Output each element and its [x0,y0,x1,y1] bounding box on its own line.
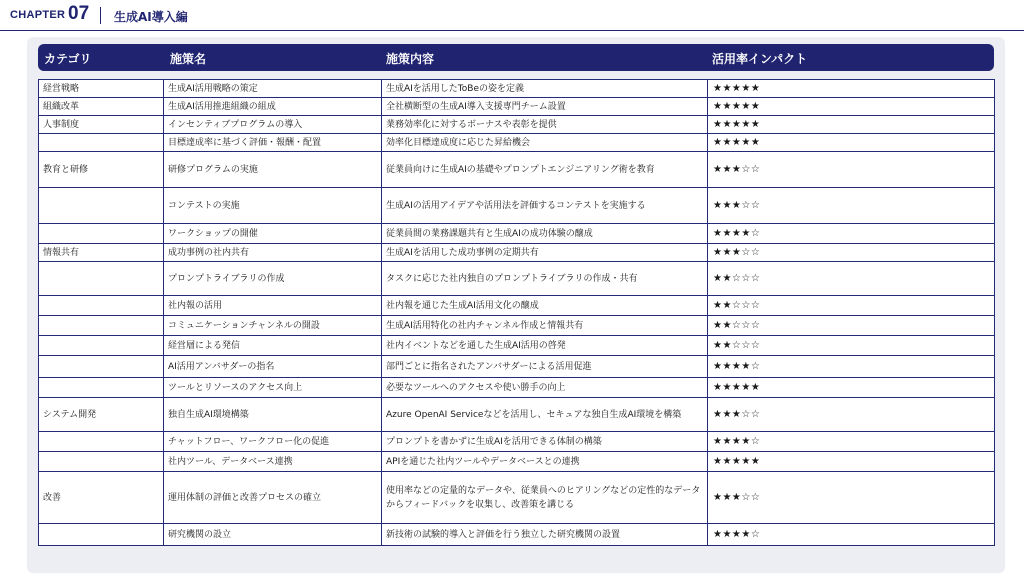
content-cell: タスクに応じた社内独自のプロンプトライブラリの作成・共有 [382,262,708,296]
content-cell: 部門ごとに指名されたアンバサダーによる活用促進 [382,356,708,378]
measure-cell: 社内報の活用 [164,296,382,316]
measure-cell: プロンプトライブラリの作成 [164,262,382,296]
impact-rating: ★★☆☆☆ [708,296,995,316]
column-header-category: カテゴリ [44,52,92,66]
category-cell [39,316,164,336]
impact-rating: ★★★★☆ [708,432,995,452]
table-row [39,244,995,262]
table-row [39,336,995,356]
table-row [39,116,995,134]
impact-rating: ★★★★☆ [708,356,995,378]
measure-cell: 生成AI活用戦略の策定 [164,80,382,98]
table-row [39,224,995,244]
measure-cell: 経営層による発信 [164,336,382,356]
category-cell [39,378,164,398]
category-cell: システム開発 [39,398,164,432]
table-row [39,356,995,378]
measure-cell: 目標達成率に基づく評価・報酬・配置 [164,134,382,152]
table-row [39,432,995,452]
content-cell: 新技術の試験的導入と評価を行う独立した研究機関の設置 [382,524,708,546]
impact-rating: ★★★★★ [708,452,995,472]
category-cell [39,452,164,472]
measure-cell: 生成AI活用推進組織の組成 [164,98,382,116]
content-cell: 業務効率化に対するボーナスや表彰を提供 [382,116,708,134]
category-cell [39,432,164,452]
category-cell: 情報共有 [39,244,164,262]
content-cell: 生成AI活用特化の社内チャンネル作成と情報共有 [382,316,708,336]
measure-cell: AI活用アンバサダーの指名 [164,356,382,378]
table-row [39,472,995,524]
category-cell: 組織改革 [39,98,164,116]
impact-rating: ★★★☆☆ [708,244,995,262]
content-cell: 必要なツールへのアクセスや使い勝手の向上 [382,378,708,398]
section-title: 生成AI導入編 [114,10,188,24]
content-cell: 効率化目標達成度に応じた昇給機会 [382,134,708,152]
table-row [39,134,995,152]
impact-rating: ★★★☆☆ [708,472,995,524]
measure-cell: 独自生成AI環境構築 [164,398,382,432]
category-cell: 経営戦略 [39,80,164,98]
measure-cell: 研修プログラムの実施 [164,152,382,188]
table-row [39,152,995,188]
table-row [39,262,995,296]
content-cell: 生成AIの活用アイデアや活用法を評価するコンテストを実施する [382,188,708,224]
category-cell [39,356,164,378]
impact-rating: ★★★★☆ [708,524,995,546]
table-row [39,398,995,432]
impact-rating: ★★★☆☆ [708,188,995,224]
category-cell [39,134,164,152]
measure-cell: コンテストの実施 [164,188,382,224]
chapter-number: 07 [68,3,90,24]
content-cell: 社内イベントなどを通した生成AI活用の啓発 [382,336,708,356]
category-cell: 人事制度 [39,116,164,134]
measure-cell: チャットフロー、ワークフロー化の促進 [164,432,382,452]
table-row [39,452,995,472]
category-cell [39,262,164,296]
table-row [39,378,995,398]
content-cell: Azure OpenAI Serviceなどを活用し、セキュアな独自生成AI環境を構築 [382,398,708,432]
category-cell: 教育と研修 [39,152,164,188]
impact-rating: ★★★☆☆ [708,152,995,188]
impact-rating: ★★☆☆☆ [708,262,995,296]
measure-cell: インセンティブプログラムの導入 [164,116,382,134]
table-row [39,80,995,98]
chapter-header [0,0,1024,30]
category-cell: 改善 [39,472,164,524]
measures-table [38,79,995,546]
column-header-content: 施策内容 [386,52,435,66]
measure-cell: コミュニケーションチャンネルの開設 [164,316,382,336]
measure-cell: 成功事例の社内共有 [164,244,382,262]
impact-rating: ★★★★★ [708,98,995,116]
content-cell: 社内報を通じた生成AI活用文化の醸成 [382,296,708,316]
header-divider [100,7,101,24]
category-cell [39,336,164,356]
content-cell: 生成AIを活用した成功事例の定期共有 [382,244,708,262]
measure-cell: 研究機関の設立 [164,524,382,546]
content-cell: APIを通じた社内ツールやデータベースとの連携 [382,452,708,472]
table-row [39,524,995,546]
measure-cell: 社内ツール、データベース連携 [164,452,382,472]
column-header-impact: 活用率インパクト [712,52,808,66]
impact-rating: ★★★★★ [708,116,995,134]
category-cell [39,224,164,244]
content-cell: プロンプトを書かずに生成AIを活用できる体制の構築 [382,432,708,452]
measure-cell: ツールとリソースのアクセス向上 [164,378,382,398]
column-header-measure: 施策名 [170,52,207,66]
table-row [39,316,995,336]
impact-rating: ★★★★★ [708,80,995,98]
table-row [39,296,995,316]
content-cell: 生成AIを活用したToBeの姿を定義 [382,80,708,98]
impact-rating: ★★☆☆☆ [708,336,995,356]
measure-cell: ワークショップの開催 [164,224,382,244]
content-cell: 使用率などの定量的なデータや、従業員へのヒアリングなどの定性的なデータからフィードバックを収集し、改善策を講じる [382,472,708,524]
impact-rating: ★★★★☆ [708,224,995,244]
table-row [39,188,995,224]
measure-cell: 運用体制の評価と改善プロセスの確立 [164,472,382,524]
impact-rating: ★★☆☆☆ [708,316,995,336]
header-rule [0,30,1024,31]
table-body [39,80,995,546]
category-cell [39,188,164,224]
impact-rating: ★★★★★ [708,134,995,152]
content-cell: 従業員向けに生成AIの基礎やプロンプトエンジニアリング術を教育 [382,152,708,188]
impact-rating: ★★★★★ [708,378,995,398]
impact-rating: ★★★☆☆ [708,398,995,432]
category-cell [39,296,164,316]
content-cell: 従業員間の業務課題共有と生成AIの成功体験の醸成 [382,224,708,244]
table-row [39,98,995,116]
chapter-label: CHAPTER [10,9,66,21]
table-header [38,44,994,71]
content-cell: 全社横断型の生成AI導入支援専門チーム設置 [382,98,708,116]
category-cell [39,524,164,546]
